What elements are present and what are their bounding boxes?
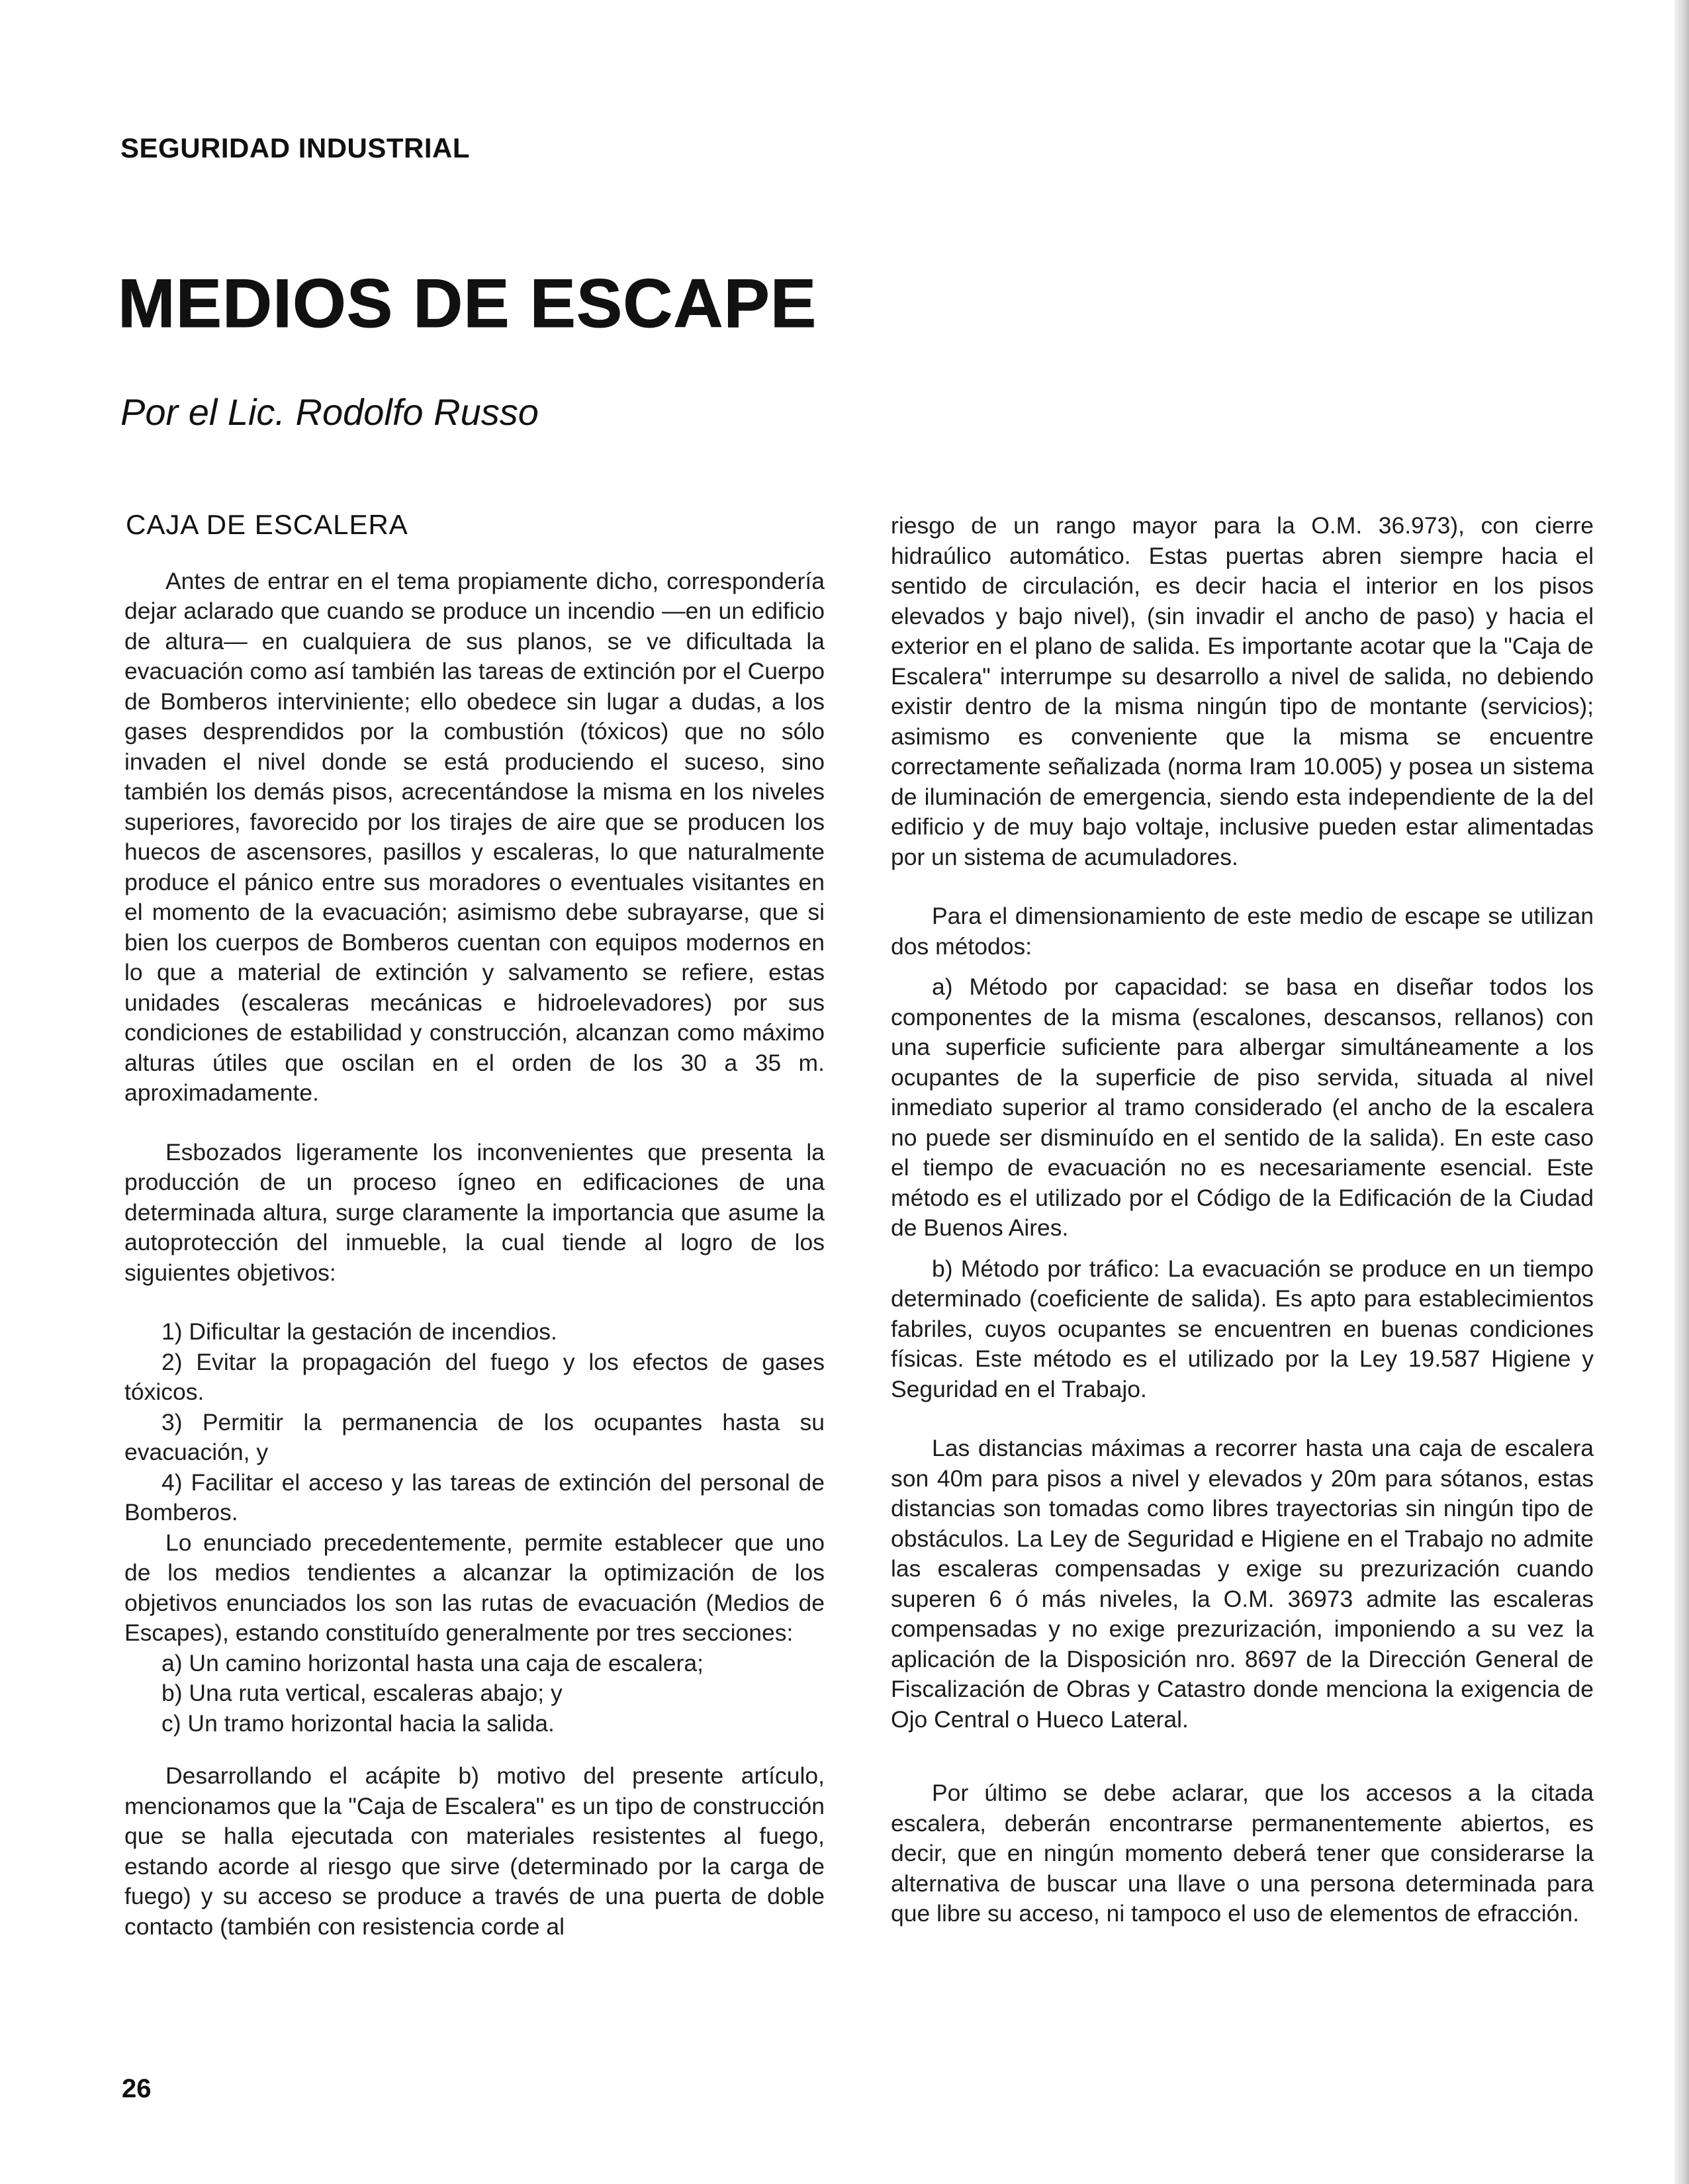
page-number: 26: [122, 2074, 152, 2103]
objective-item: 1) Dificultar la gestación de incendios.: [161, 1318, 557, 1345]
paragraph: Antes de entrar en el tema propiamente dicho, correspondería dejar aclarado que cuando se produce un incendio —en un edificio de altura— en cualquiera de sus planos, se ve dificultada la evacuación como así también las tareas de extinción por el Cuerpo de Bomberos interviniente; ello obedece sin lugar a dudas, a los gases desprendidos por la combustión (tóxicos) que no sólo invaden el nivel donde se está produciendo el suceso, sino también los demás pisos, acrecentándose la misma en los niveles superiores, favorecido por los tirajes de aire que se producen los huecos de ascensores, pasillos y escaleras, lo que naturalmente produce el pánico entre sus moradores o eventuales visitantes en el momento de la evacuación; asimismo debe subrayarse, que si bien los cuerpos de Bomberos cuentan con equipos modernos en lo que a material de extinción y salvamento se refiere, estas unidades (escaleras mecánicas e hidroelevadores) por sus condiciones de estabilidad y construcción, alcanzan como máximo alturas útiles que oscilan en el orden de los 30 a 35 m. aproximadamente.: [124, 567, 825, 1106]
paragraph: a) Método por capacidad: se basa en diseñar todos los componentes de la misma (escalones, descansos, rellanos) con una superficie suficiente para albergar simultáneamente a los ocupantes de la superficie de piso servida, situada al nivel inmediato superior al tramo considerado (el ancho de la escalera no puede ser disminuído en el sentido de la salida). En este caso el tiempo de evacuación no es necesariamente esencial. Este método es el utilizado por el Código de la Edificación de la Ciudad de Buenos Aires.: [891, 974, 1594, 1241]
paragraph: Las distancias máximas a recorrer hasta una caja de escalera son 40m para pisos a nivel y elevados y 20m para sótanos, estas distancias son tomadas como libres trayectorias sin ningún tipo de obstáculos. La Ley de Seguridad e Higiene en el Trabajo no admite las escaleras compensadas y exige su prezurización cuando superen 6 ó más niveles, la O.M. 36973 admite las escaleras compensadas y no exige prezurización, imponiendo a su vez la aplicación de la Disposición nro. 8697 de la Dirección General de Fiscalización de Obras y Catastro donde menciona la exigencia de Ojo Central o Hueco Lateral.: [891, 1435, 1594, 1733]
objective-item: 4) Facilitar el acceso y las tareas de extinción del personal de Bomberos.: [124, 1469, 825, 1525]
paragraph: riesgo de un rango mayor para la O.M. 36.973), con cierre hidraúlico automático. Estas puertas abren siempre hacia el sentido de circulación, es decir hacia el interior en los pisos elevados y bajo nivel), (sin invadir el ancho de paso) y hacia el exterior en el plano de salida. Es importante acotar que la "Caja de Escalera" interrumpe su desarrollo a nivel de salida, no debiendo existir dentro de la misma ningún tipo de montante (servicios); asimismo es conveniente que la misma se encuentre correctamente señalizada (norma Iram 10.005) y posea un sistema de iluminación de emergencia, siendo esta independiente de la del edificio y de muy bajo voltaje, inclusive pueden estar alimentadas por un sistema de acumuladores.: [891, 512, 1594, 870]
paragraph: Esbozados ligeramente los inconvenientes que presenta la producción de un proceso ígneo en edificaciones de una determinada altura, surge claramente la importancia que asume la autoprotección del inmueble, la cual tiende al logro de los siguientes objetivos:: [124, 1138, 825, 1286]
article-title: MEDIOS DE ESCAPE: [118, 265, 817, 342]
paragraph: Para el dimensionamiento de este medio de escape se utilizan dos métodos:: [891, 903, 1594, 960]
author-byline: Por el Lic. Rodolfo Russo: [120, 391, 539, 433]
section-item: c) Un tramo horizontal hacia la salida.: [161, 1709, 555, 1737]
left-column: [124, 510, 825, 1952]
paragraph: Por último se debe aclarar, que los accesos a la citada escalera, deberán encontrarse permanentemente abiertos, es decir, que en ningún momento deberá tener que considerarse la alternativa de buscar una llave o una persona determinada para que libre su acceso, ni tampoco el uso de elementos de efracción.: [891, 1780, 1594, 1927]
paragraph: Desarrollando el acápite b) motivo del presente artículo, mencionamos que la "Caja de Escalera" es un tipo de construcción que se halla ejecutada con materiales resistentes al fuego, estando acorde al riesgo que sirve (determinado por la carga de fuego) y su acceso se produce a través de una puerta de doble contacto (también con resistencia corde al: [124, 1762, 825, 1940]
objective-item: 3) Permitir la permanencia de los ocupantes hasta su evacuación, y: [124, 1408, 825, 1465]
right-column: [891, 511, 1594, 1940]
objective-item: 2) Evitar la propagación del fuego y los efectos de gases tóxicos.: [124, 1348, 825, 1405]
section-label: SEGURIDAD INDUSTRIAL: [120, 132, 471, 163]
section-item: b) Una ruta vertical, escaleras abajo; y: [161, 1680, 563, 1706]
section-item: a) Un camino horizontal hasta una caja de escalera;: [161, 1649, 704, 1676]
paragraph: b) Método por tráfico: La evacuación se produce en un tiempo determinado (coeficiente de salida). Es apto para establecimientos fabriles, cuyos ocupantes se encuentren en buenas condiciones físicas. Este método es el utilizado por la Ley 19.587 Higiene y Seguridad en el Trabajo.: [891, 1255, 1594, 1402]
subheading: CAJA DE ESCALERA: [126, 509, 408, 540]
paragraph: Lo enunciado precedentemente, permite establecer que uno de los medios tendientes a alcanzar la optimización de los objetivos enunciados los son las rutas de evacuación (Medios de Escapes), estando constituído generalmente por tres secciones:: [124, 1529, 825, 1646]
page-edge-shadow: [1674, 0, 1689, 2184]
